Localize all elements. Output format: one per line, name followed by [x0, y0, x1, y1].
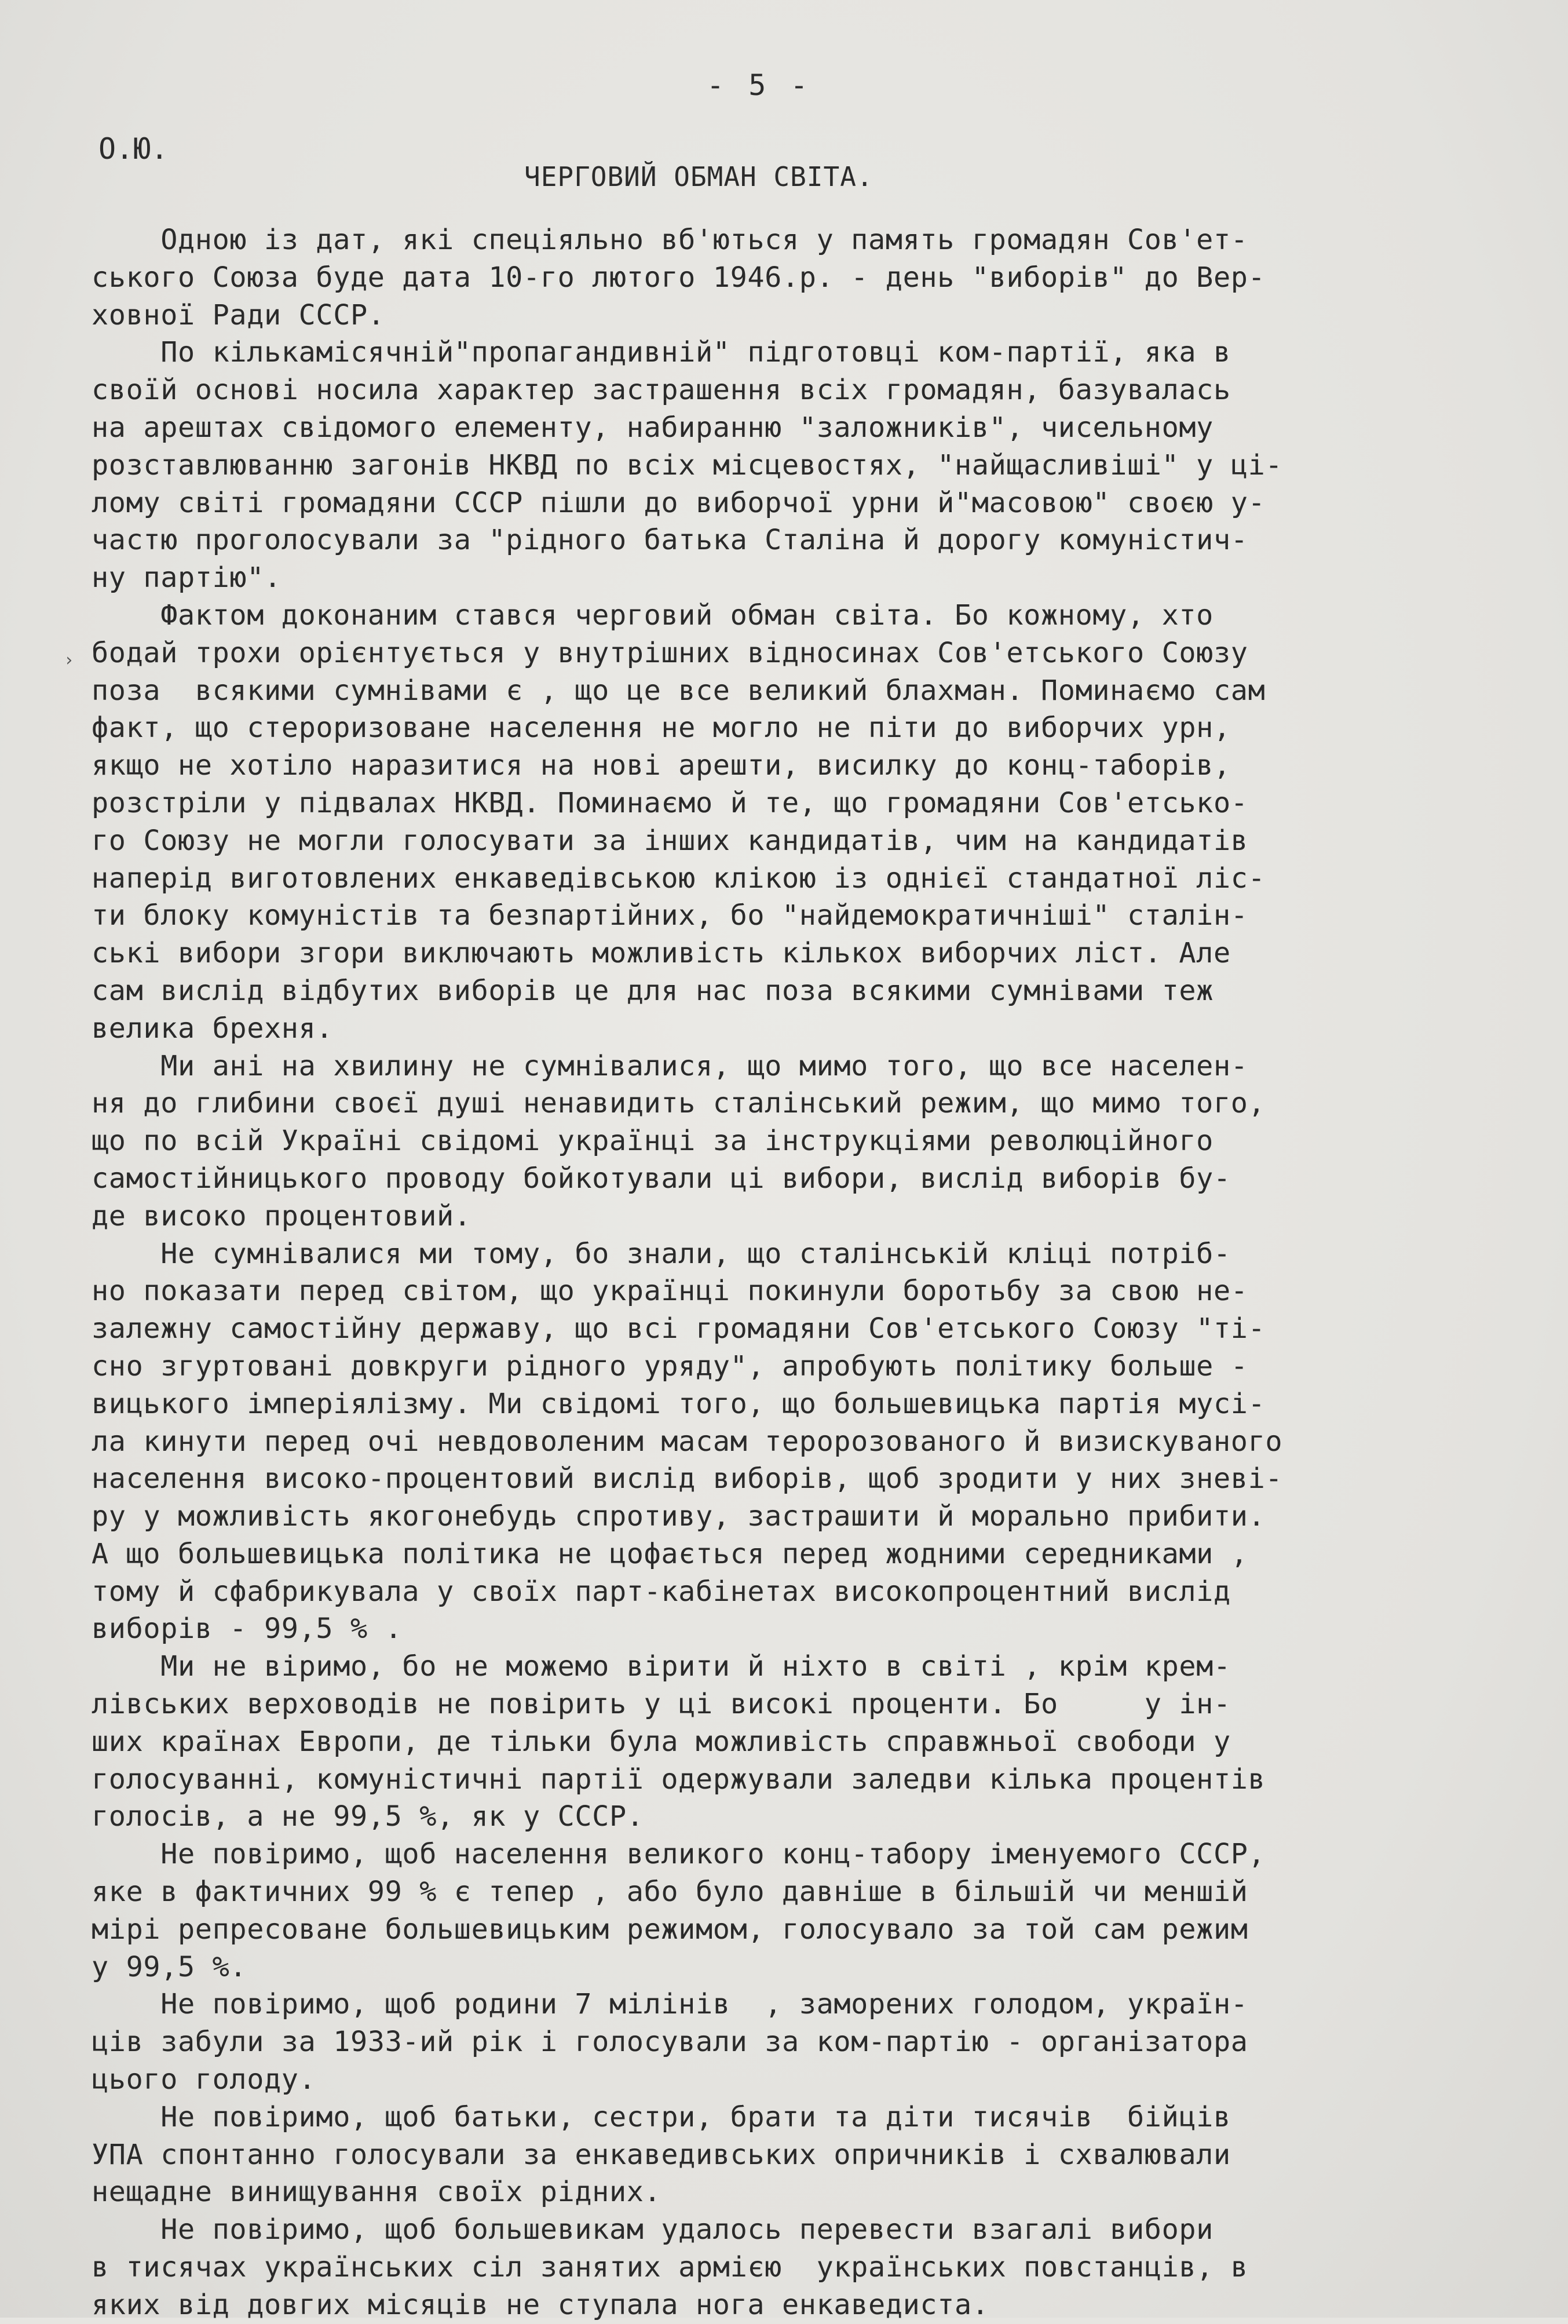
text-line: сам вислід відбутих виборів це для нас поза всякими сумнівами теж	[92, 974, 1214, 1007]
text-line: голосуванні, комуністичні партії одержували заледви кілька процентів	[92, 1763, 1266, 1796]
text-line: бодай трохи орієнтується у внутрішних відносинах Сов'етського Союзу	[92, 636, 1248, 669]
page-number: - 5 -	[707, 68, 812, 102]
text-line: поза всякими сумнівами є , що це все великий блахман. Поминаємо сам	[92, 674, 1266, 707]
author-initials: О.Ю.	[98, 132, 169, 166]
text-line: ти блоку комуністів та безпартійних, бо "найдемократичніші" сталін-	[92, 899, 1248, 932]
text-line: частю проголосували за "рідного батька Сталіна й дорогу комуністич-	[92, 524, 1248, 557]
text-line: яке в фактичних 99 % є тепер , або було давніше в більшій чи меншій	[92, 1876, 1248, 1909]
text-line: цього голоду.	[92, 2063, 316, 2096]
text-line: Фактом доконаним стався черговий обман світа. Бо кожному, хто	[92, 599, 1214, 632]
text-line: тому й сфабрикувала у своїх парт-кабінетах високопроцентний вислід	[92, 1575, 1231, 1608]
text-line: самостійницького проводу бойкотували ці вибори, вислід виборів бу-	[92, 1162, 1231, 1195]
text-line: що по всій Україні свідомі українці за інструкціями революційного	[92, 1125, 1214, 1158]
text-line: населення високо-процентовий вислід виборів, щоб зродити у них зневі-	[92, 1462, 1283, 1495]
text-line: Ми не віримо, бо не можемо вірити й ніхто в світі , крім крем-	[92, 1650, 1231, 1683]
text-line: мірі репресоване большевицьким режимом, голосувало за той сам режим	[92, 1913, 1248, 1946]
text-line: Ми ані на хвилину не сумнівалися, що мимо того, що все населен-	[92, 1049, 1248, 1082]
text-line: де високо процентовий.	[92, 1199, 472, 1232]
text-line: залежну самостійну державу, що всі громадяни Сов'етського Союзу "ті-	[92, 1312, 1266, 1345]
text-line: ховної Ради СССР.	[92, 298, 385, 331]
text-line: на арештах свідомого елементу, набиранню "заложників", чисельному	[92, 411, 1214, 444]
text-line: розставлюванню загонів НКВД по всіх місцевостях, "найщасливіші" у ці-	[92, 448, 1283, 481]
text-line: ла кинути перед очі невдоволеним масам теророзованого й визискуваного	[92, 1425, 1283, 1458]
body-text	[92, 221, 1493, 2324]
text-line: своїй основі носила характер застрашення всіх громадян, базувалась	[92, 374, 1231, 407]
text-line: сно згуртовані довкруги рідного уряду", апробують політику больше -	[92, 1349, 1248, 1382]
text-line: но показати перед світом, що українці покинули боротьбу за свою не-	[92, 1275, 1248, 1308]
text-line: ру у можливість якогонебудь спротиву, застрашити й морально прибити.	[92, 1500, 1266, 1533]
margin-tick-mark: ›	[64, 650, 75, 670]
text-line: Не повіримо, щоб батьки, сестри, брати та діти тисячів бійців	[92, 2100, 1231, 2133]
text-line: наперід виготовлених енкаведівською клікою із однієї стандатної ліс-	[92, 862, 1266, 895]
text-line: факт, що стероризоване населення не могло не піти до виборчих урн,	[92, 712, 1231, 745]
text-line: яких від довгих місяців не ступала нога енкаведиста.	[92, 2288, 989, 2321]
text-line: Не повіримо, щоб родини 7 мілінів , заморених голодом, україн-	[92, 1988, 1248, 2021]
text-line: Не повіримо, щоб населення великого конц-табору іменуемого СССР,	[92, 1838, 1266, 1871]
text-line: вицького імперіялізму. Ми свідомі того, що большевицька партія мусі-	[92, 1387, 1266, 1420]
text-line: ські вибори згори виключають можливість кількох виборчих ліст. Але	[92, 937, 1231, 970]
text-line: голосів, а не 99,5 %, як у СССР.	[92, 1800, 644, 1833]
text-line: розстріли у підвалах НКВД. Поминаємо й те, що громадяни Сов'етсько-	[92, 786, 1248, 819]
text-line: ня до глибини своєї душі ненавидить сталінський режим, що мимо того,	[92, 1087, 1266, 1120]
text-line: у 99,5 %.	[92, 1950, 247, 1983]
text-line: виборів - 99,5 % .	[92, 1612, 403, 1646]
text-line: Не сумнівалися ми тому, бо знали, що сталінській кліці потріб-	[92, 1237, 1231, 1270]
text-line: го Союзу не могли голосувати за інших кандидатів, чим на кандидатів	[92, 824, 1248, 857]
text-line: нещадне винищування своїх рідних.	[92, 2176, 661, 2209]
text-line: Одною із дат, які спеціяльно вб'ються у память громадян Сов'ет-	[92, 224, 1248, 256]
text-line: А що большевицька політика не цофається перед жодними середниками ,	[92, 1537, 1248, 1570]
text-line: ших країнах Европи, де тільки була можливість справжньої свободи у	[92, 1725, 1231, 1758]
text-line: лому світі громадяни СССР пішли до виборчої урни й"масовою" своєю у-	[92, 486, 1266, 519]
text-line: По кількамісячній"пропагандивній" підготовці ком-партії, яка в	[92, 336, 1231, 369]
text-line: ну партію".	[92, 561, 282, 594]
text-line: велика брехня.	[92, 1012, 334, 1045]
text-line: Не повіримо, щоб большевикам удалось перевести взагалі вибори	[92, 2213, 1214, 2246]
text-line: ського Союза буде дата 10-го лютого 1946.р. - день "виборів" до Вер-	[92, 261, 1266, 294]
text-line: УПА спонтанно голосували за енкаведивських опричників і схвалювали	[92, 2138, 1231, 2171]
text-line: лівських верховодів не повірить у ці високі проценти. Бо у ін-	[92, 1688, 1231, 1721]
text-line: ців забули за 1933-ий рік і голосували за ком-партію - організатора	[92, 2026, 1248, 2059]
text-line: якщо не хотіло наразитися на нові арешти, висилку до конц-таборів,	[92, 749, 1231, 782]
page-title: ЧЕРГОВИЙ ОБМАН СВІТА.	[524, 161, 873, 192]
text-line: в тисячах українських сіл занятих армією українських повстанців, в	[92, 2251, 1248, 2284]
